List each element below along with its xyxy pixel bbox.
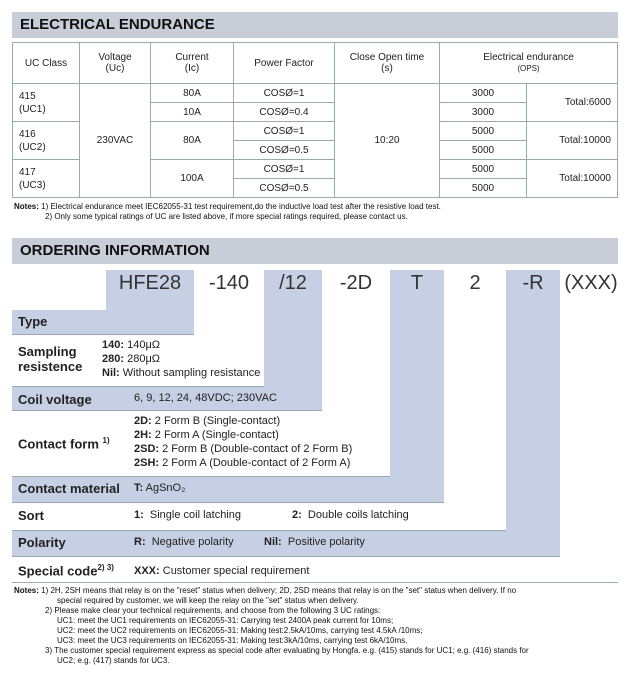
divider — [12, 582, 618, 583]
total-cell: Total:10000 — [527, 122, 618, 160]
sort-option-2: 2: Double coils latching — [292, 509, 409, 521]
code-part-special: (XXX) — [564, 272, 618, 294]
ops-cell: 3000 — [440, 103, 527, 122]
divider — [12, 334, 194, 335]
divider — [12, 556, 560, 557]
electrical-endurance-table — [12, 42, 618, 198]
pf-cell: COSØ=1 — [234, 122, 335, 141]
uc-class-cell: 415 (UC1) — [13, 84, 80, 122]
divider — [12, 410, 322, 411]
code-part-sampling: -140 — [208, 272, 250, 294]
pf-cell: COSØ=0.5 — [234, 141, 335, 160]
sort-option-1: 1: Single coil latching — [134, 509, 242, 521]
current-cell: 100A — [151, 160, 234, 198]
sort-label: Sort — [18, 508, 44, 523]
table-header-row — [13, 43, 618, 84]
contact-material-value: T: AgSnO₂ — [134, 482, 186, 494]
uc-class-cell: 416 (UC2) — [13, 122, 80, 160]
electrical-notes — [14, 202, 441, 222]
contact-form-options: 2D: 2 Form B (Single-contact) 2H: 2 Form A (Single-contact) 2SD: 2 Form B (Double-contact of 2 Form B) 2SH: 2 Form A (Double-contact of 2 Form A) — [134, 415, 353, 469]
ops-cell: 3000 — [440, 84, 527, 103]
pf-cell: COSØ=1 — [234, 84, 335, 103]
voltage-cell: 230VAC — [80, 84, 151, 198]
note-line: 2) Please make clear your technical requirements, and choose from the following 3 UC ratings: — [45, 606, 381, 615]
note-line: UC2; e.g. (417) stands for UC3. — [57, 656, 170, 665]
header-voltage: Voltage (Uc) — [80, 43, 151, 84]
ops-cell: 5000 — [440, 179, 527, 198]
type-label: Type — [18, 314, 48, 329]
note-line: UC2: meet the UC2 requirements on IEC62055-31: Making test:2.5kA/10ms, carrying test 4.5kA /10ms; — [57, 626, 423, 635]
special-code-label: Special code$^{2) 3)}$ — [18, 563, 114, 579]
uc-class-cell: 417 (UC3) — [13, 160, 80, 198]
polarity-option-r: R: Negative polarity — [134, 536, 234, 548]
contact-form-label: Contact form $^{1)}$ — [18, 436, 110, 452]
pf-cell: COSØ=1 — [234, 160, 335, 179]
electrical-endurance-title: ELECTRICAL ENDURANCE — [12, 12, 618, 38]
notes-label: Notes: — [14, 586, 39, 595]
code-part-material: T — [410, 272, 424, 294]
current-cell: 80A — [151, 84, 234, 103]
code-part-polarity: -R — [522, 272, 544, 294]
special-code-value: XXX: Customer special requirement — [134, 565, 310, 577]
header-close-open: Close Open time (s) — [335, 43, 440, 84]
ordering-information-title: ORDERING INFORMATION — [12, 238, 618, 264]
note-line: 1) Electrical endurance meet IEC62055-31 test requirement,do the inductive load test after the resistive load test. — [41, 202, 441, 211]
note-line: 3) The customer special requirement express as special code after evaluating by Hongfa. e.g. (415) stands for UC1; e.g. (416) stands for — [45, 646, 529, 655]
current-cell: 80A — [151, 122, 234, 160]
sampling-label: Sampling resistence — [18, 344, 83, 374]
notes-label: Notes: — [14, 202, 39, 211]
ordering-notes — [14, 586, 529, 666]
divider — [12, 530, 506, 531]
coil-voltage-value: 6, 9, 12, 24, 48VDC; 230VAC — [134, 392, 277, 404]
polarity-option-nil: Nil: Positive polarity — [264, 536, 365, 548]
divider — [12, 502, 444, 503]
material-code-block — [390, 270, 444, 502]
code-part-type: HFE28 — [118, 272, 182, 294]
ops-cell: 5000 — [440, 122, 527, 141]
contact-material-label: Contact material — [18, 481, 120, 496]
note-line: special required by customer, we will keep the relay on the "set" status when delivery. — [57, 596, 359, 605]
note-line: 1) 2H, 2SH means that relay is on the "reset" status when delivery; 2D, 2SD means that relay is on the "set" status when delivery. If no — [41, 586, 517, 595]
header-uc-class: UC Class — [13, 43, 80, 84]
time-cell: 10:20 — [335, 84, 440, 198]
note-line: 2) Only some typical ratings of UC are listed above, if more special ratings required, please contact us. — [45, 212, 408, 221]
ops-cell: 5000 — [440, 141, 527, 160]
current-cell: 10A — [151, 103, 234, 122]
note-line: UC1: meet the UC1 requirements on IEC62055-31: Carrying test 2400A peak current for 10ms; — [57, 616, 394, 625]
header-power-factor: Power Factor — [234, 43, 335, 84]
divider — [12, 476, 390, 477]
divider — [12, 386, 264, 387]
total-cell: Total:10000 — [527, 160, 618, 198]
pf-cell: COSØ=0.5 — [234, 179, 335, 198]
sampling-options: 140: 140μΩ 280: 280μΩ Nil: Without sampling resistance — [102, 339, 261, 379]
code-part-contact-form: -2D — [339, 272, 373, 294]
polarity-label: Polarity — [18, 535, 66, 550]
table-row — [13, 84, 618, 103]
header-current: Current (Ic) — [151, 43, 234, 84]
polarity-code-block — [506, 270, 560, 556]
note-line: UC3: meet the UC3 requirements on IEC62055-31: Making test:3kA/10ms, carrying test 6kA/10ms. — [57, 636, 408, 645]
pf-cell: COSØ=0.4 — [234, 103, 335, 122]
ops-cell: 5000 — [440, 160, 527, 179]
coil-voltage-label: Coil voltage — [18, 392, 92, 407]
total-cell: Total:6000 — [527, 84, 618, 122]
header-endurance: Electrical endurance (OPS) — [440, 43, 618, 84]
code-part-sort: 2 — [469, 272, 481, 294]
code-part-coil: /12 — [279, 272, 307, 294]
